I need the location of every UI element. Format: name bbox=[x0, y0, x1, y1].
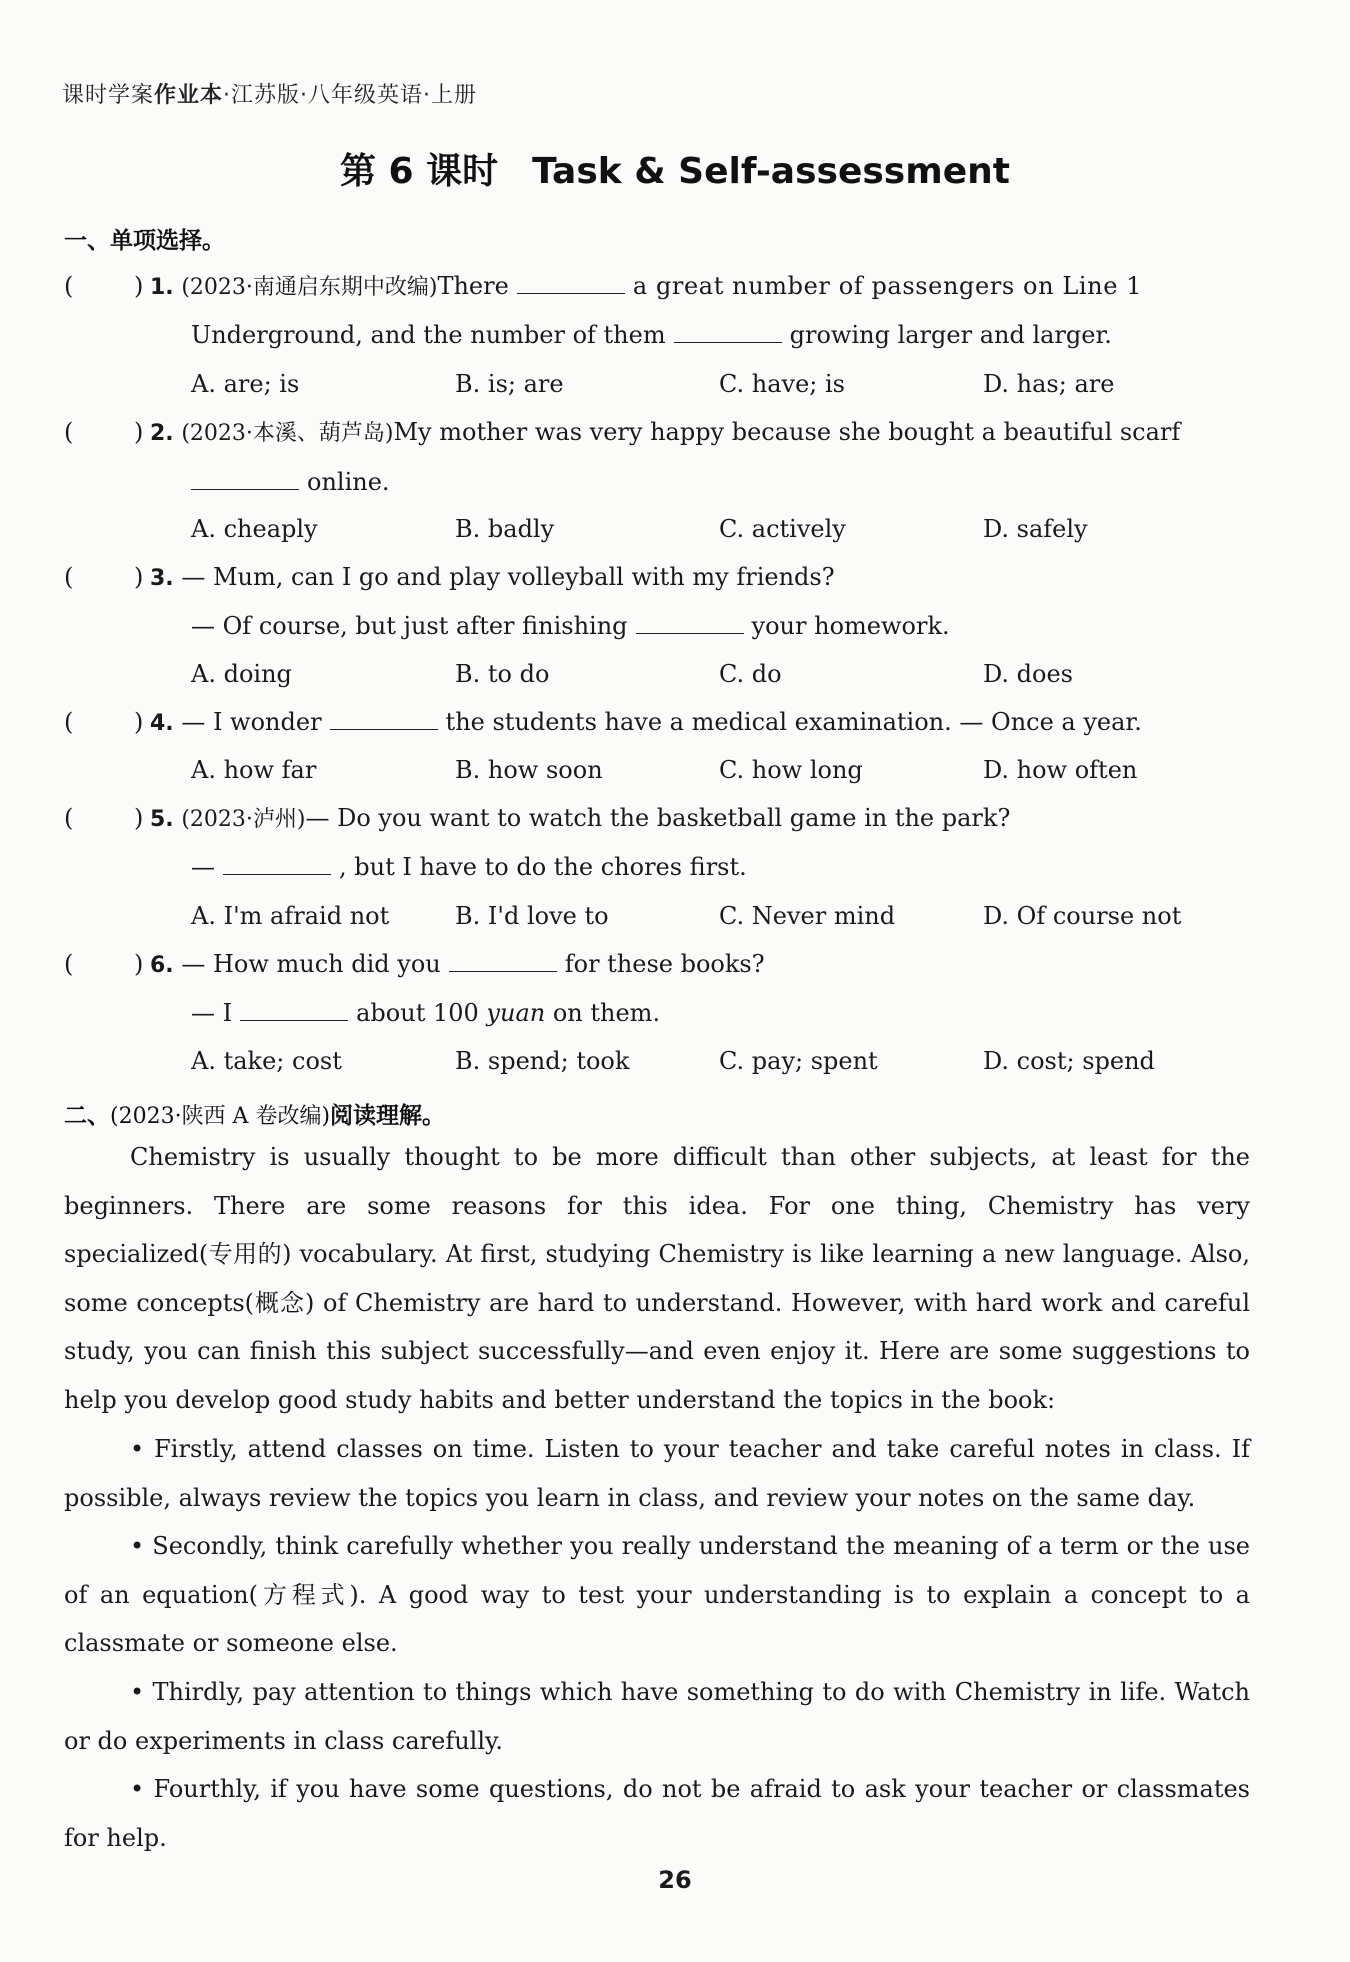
question-number: 4. bbox=[150, 711, 174, 736]
option-c: C. actively bbox=[719, 515, 846, 543]
option-d: D. does bbox=[983, 660, 1073, 688]
option-d: D. cost; spend bbox=[983, 1047, 1155, 1075]
passage-intro: Chemistry is usually thought to be more difficult than other subjects, at least for the beginners. There are some reasons for this idea. For one thing, Chemistry has very specialized(专用的) vocabulary. At first, studying Chemistry is like learning a new language. Also, some concepts(概念) of Chemistry are hard to understand. However, with hard work and careful study, you can finish this subject successfully—and even enjoy it. Here are some suggestions to help you develop good study habits and better understand the topics in the book: bbox=[64, 1143, 1250, 1414]
option-c: C. do bbox=[719, 660, 782, 688]
option-a: A. how far bbox=[191, 756, 317, 784]
answer-blank bbox=[636, 611, 744, 634]
option-d: D. has; are bbox=[983, 370, 1115, 398]
option-b: B. I'd love to bbox=[455, 902, 609, 930]
series-subtitle: 作业本 bbox=[154, 83, 224, 108]
suggestion-3: • Thirdly, pay attention to things which have something to do with Chemistry in life. Watch or do experiments in class carefully. bbox=[64, 1678, 1250, 1755]
answer-blank bbox=[330, 707, 438, 730]
option-b: B. badly bbox=[455, 515, 555, 543]
question-source: (2023·泸州) bbox=[181, 807, 306, 832]
option-a: A. cheaply bbox=[191, 515, 318, 543]
question-number: 6. bbox=[150, 953, 174, 978]
edition-info: ·江苏版·八年级英语·上册 bbox=[223, 83, 478, 108]
option-c: C. pay; spent bbox=[719, 1047, 878, 1075]
option-c: C. how long bbox=[719, 756, 863, 784]
question-number: 5. bbox=[150, 807, 174, 832]
option-d: D. safely bbox=[983, 515, 1088, 543]
answer-blank bbox=[517, 271, 625, 294]
suggestion-1: • Firstly, attend classes on time. Listen to your teacher and take careful notes in class. If possible, always review the topics you learn in class, and review your notes on the same day. bbox=[64, 1435, 1250, 1512]
book-header bbox=[62, 78, 477, 109]
question-source: (2023·本溪、葫芦岛) bbox=[181, 421, 394, 446]
option-b: B. to do bbox=[455, 660, 550, 688]
suggestion-4: • Fourthly, if you have some questions, do not be afraid to ask your teacher or classmates for help. bbox=[64, 1775, 1250, 1852]
option-a: A. take; cost bbox=[191, 1047, 342, 1075]
section-2-heading: 二、(2023·陕西 A 卷改编)阅读理解。 bbox=[64, 1103, 446, 1129]
question-number: 2. bbox=[150, 421, 174, 446]
question-source: (2023·南通启东期中改编) bbox=[181, 275, 438, 300]
option-a: A. are; is bbox=[191, 370, 300, 398]
option-b: B. is; are bbox=[455, 370, 564, 398]
lesson-topic: Task & Self-assessment bbox=[532, 151, 1010, 192]
series-name: 课时学案 bbox=[62, 83, 155, 108]
answer-blank bbox=[223, 852, 331, 875]
answer-blank bbox=[449, 949, 557, 972]
option-c: C. Never mind bbox=[719, 902, 896, 930]
page-title bbox=[0, 143, 1350, 194]
option-a: A. I'm afraid not bbox=[191, 902, 390, 930]
section-1-heading: 一、单项选择。 bbox=[64, 228, 225, 254]
answer-blank bbox=[191, 467, 299, 490]
option-d: D. how often bbox=[983, 756, 1138, 784]
question-number: 1. bbox=[150, 275, 174, 300]
option-d: D. Of course not bbox=[983, 902, 1182, 930]
answer-blank bbox=[674, 320, 782, 343]
option-b: B. spend; took bbox=[455, 1047, 630, 1075]
question-number: 3. bbox=[150, 566, 174, 591]
option-b: B. how soon bbox=[455, 756, 603, 784]
answer-blank bbox=[240, 998, 348, 1021]
worksheet-page: 课时学案作业本·江苏版·八年级英语·上册 第 6 课时 Task & Self-assessment 一、单项选择。 ( ) 1. (2023·南通启东期中改编)There a great number of passengers on Line 1 Underground, and the number of them growing larger and larger. A. are; is B. is; are C. have; is D. has; are ( ) 2. (2023·本溪、葫芦岛)My mother was very happy because she bought a beautiful scarf online. A. cheaply B. badly C. actively D. safely ( ) 3. — Mum, can I go and play volleyball with my friends? — Of course, but just after finishing your homework. A. doing B. to do C. do D. does ( ) 4. — I wonder the students have a medical examination. — Once a year. A. how far B. how soon C. how long D. how often ( ) 5. (2023·泸州)— Do you want to watch the basketball game in the park? — , but I have to do the chores first. A. I'm afraid not B. I'd love to C. Never mind D. Of course not ( ) 6. — How much did you for these books? — I about 100 yuan on them. A. take; cost B. spend; took C. pay; spent D. cost; spend 二、(2023·陕西 A 卷改编)阅读理解。 Chemistry is usually thought to be more difficult than other subjects, at least for the beginners. There are some reasons for this idea. For one thing, Chemistry has very specialized(专用的) vocabulary. At first, studying Chemistry is like learning a new language. Also, some concepts(概念) of Chemistry are hard to understand. However, with hard work and careful study, you can finish this subject successfully—and even enjoy it. Here are some suggestions to help you develop good study habits and better understand the topics in the book: • Firstly, attend classes on time. Listen to your teacher and take careful notes in class. If possible, always review the topics you learn in class, and review your notes on the same day. • Secondly, think carefully whether you really understand the meaning of a term or the use of an equation(方程式). A good way to test your understanding is to explain a concept to a classmate or someone else. • Thirdly, pay attention to things which have something to do with Chemistry in life. Watch or do experiments in class carefully. • Fourthly, if you have some questions, do not be afraid to ask your teacher or classmates for help. 26 bbox=[0, 0, 1350, 1962]
page-number: 26 bbox=[658, 1866, 692, 1894]
lesson-number: 第 6 课时 bbox=[339, 151, 499, 192]
suggestion-2: • Secondly, think carefully whether you really understand the meaning of a term or the use of an equation(方程式). A good way to test your understanding is to explain a concept to a classmate or someone else. bbox=[64, 1532, 1250, 1658]
option-c: C. have; is bbox=[719, 370, 845, 398]
option-a: A. doing bbox=[191, 660, 292, 688]
